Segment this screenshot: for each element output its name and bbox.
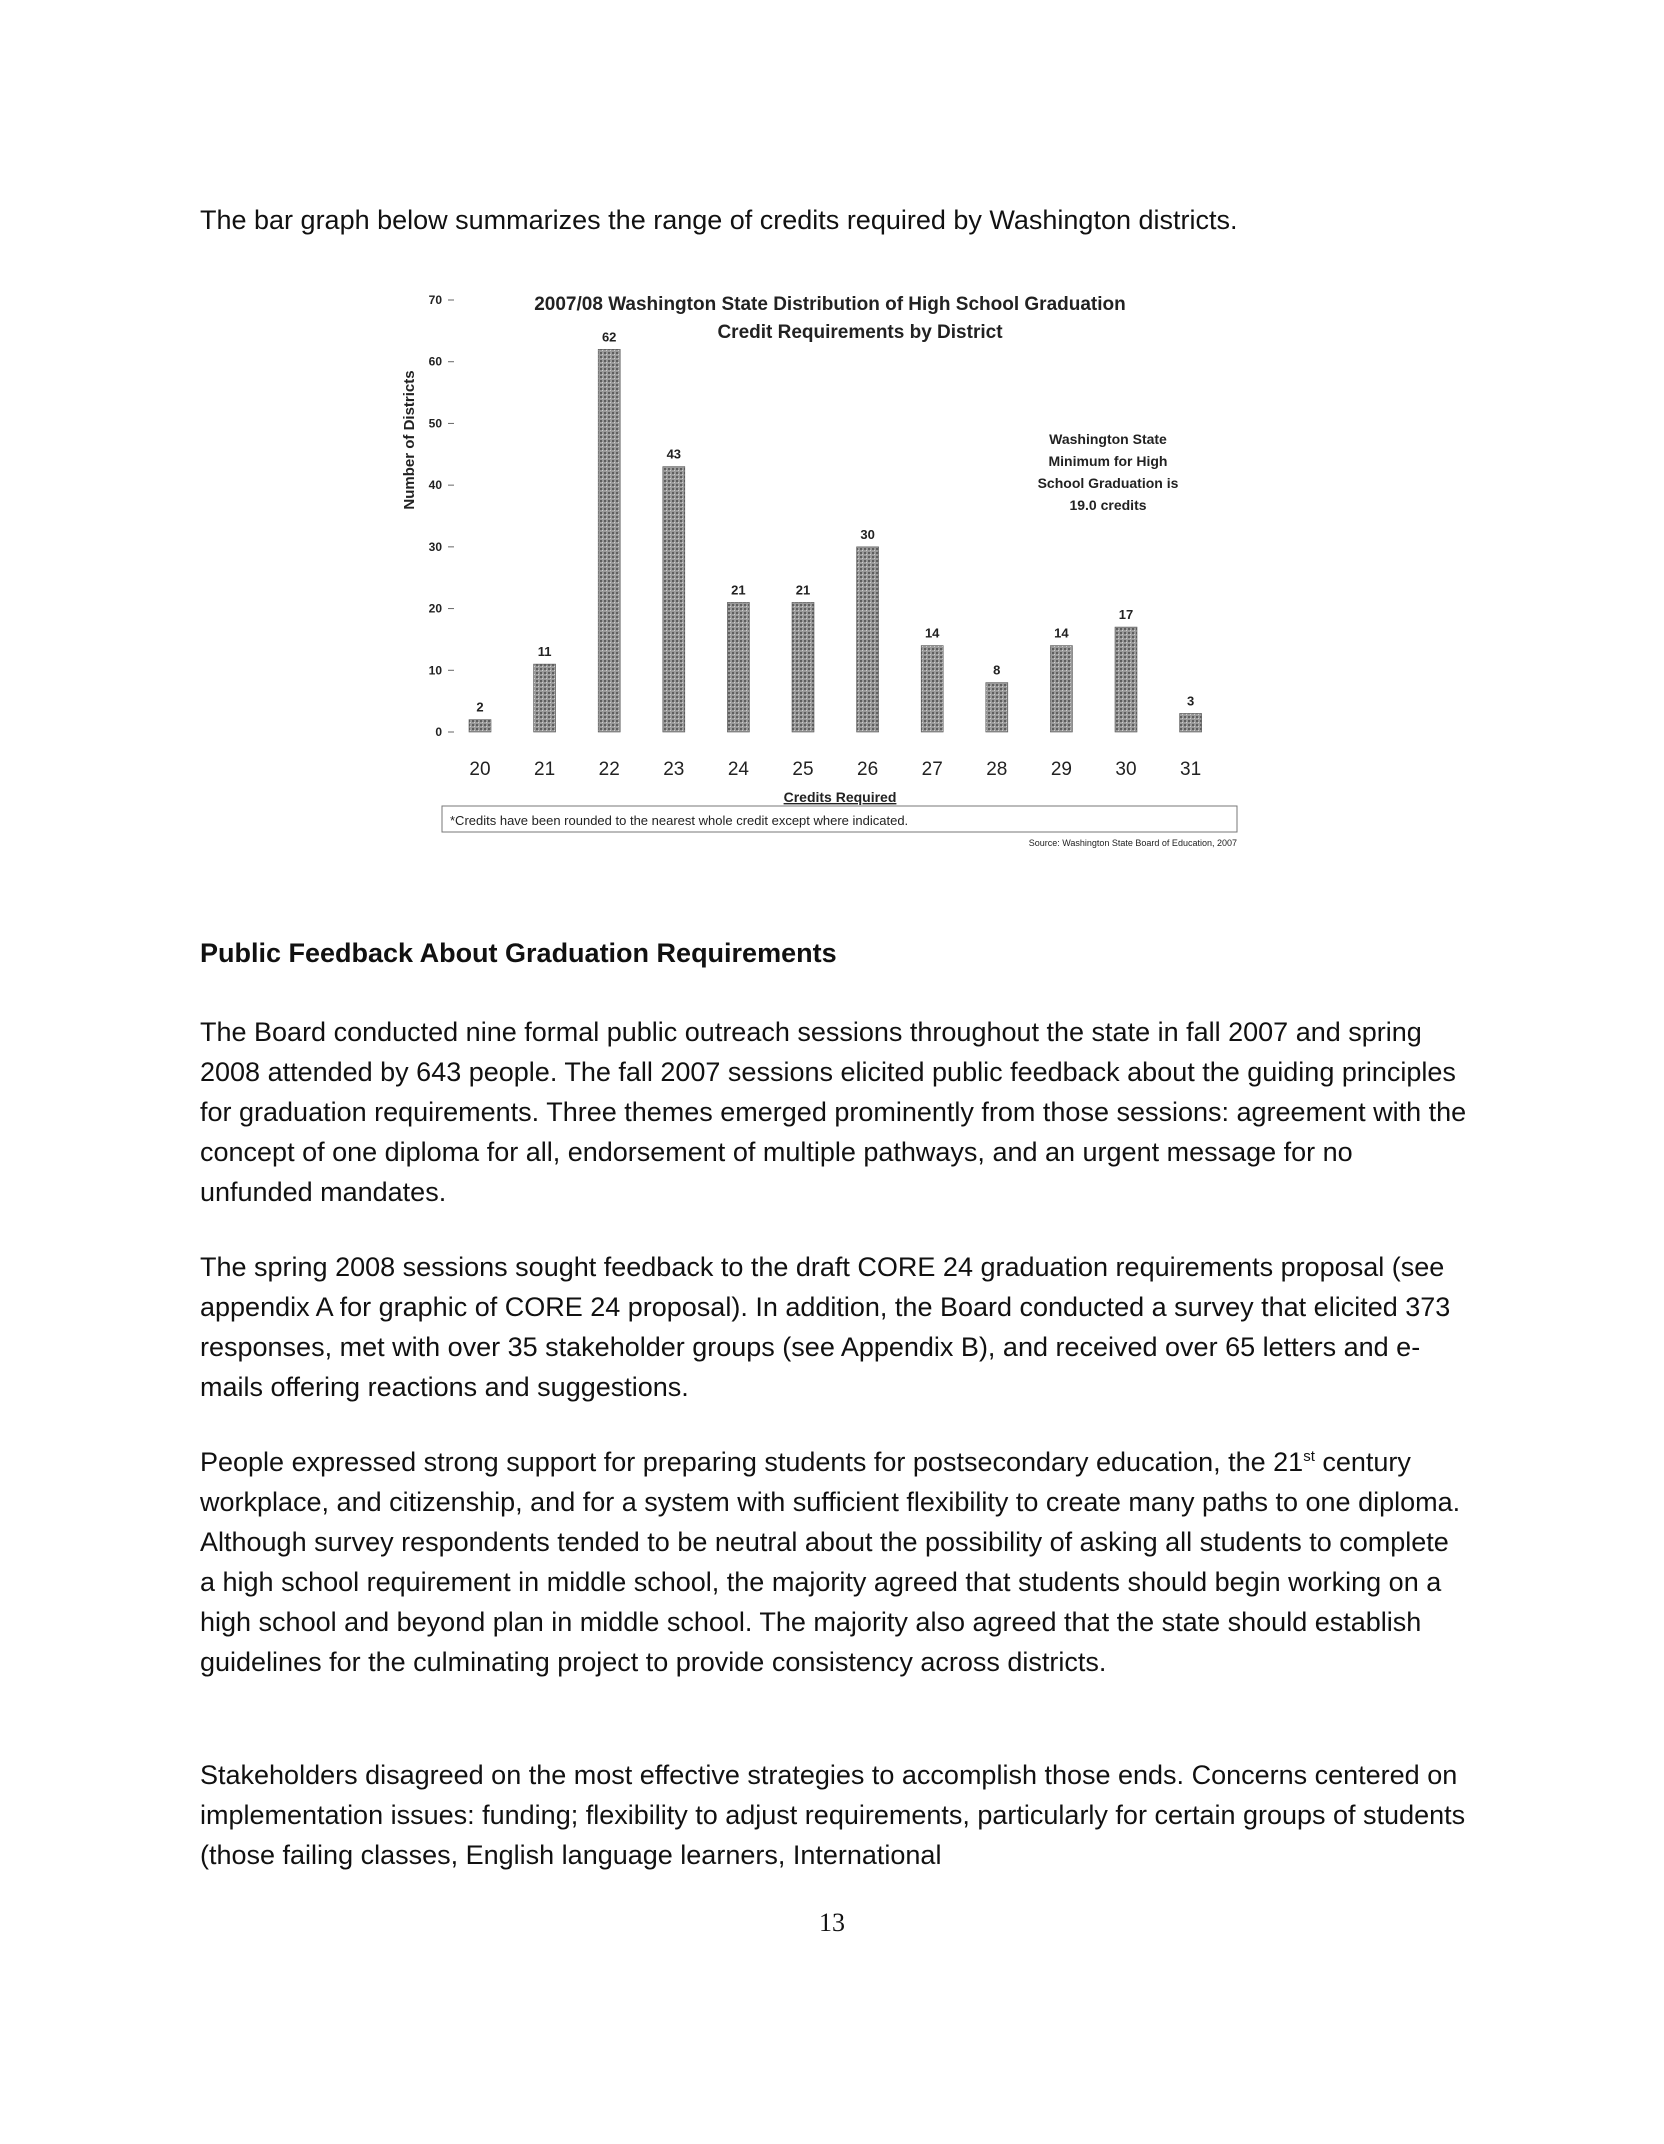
annotation-line-2: Minimum for High — [1048, 453, 1168, 469]
x-tick-label: 22 — [598, 759, 620, 780]
bar-value-label: 30 — [860, 526, 875, 542]
chart-source: Source: Washington State Board of Education, 2007 — [1028, 838, 1237, 848]
bar-value-label: 11 — [537, 644, 552, 660]
bar — [986, 683, 1008, 732]
bar — [1180, 713, 1202, 732]
paragraph-3-end: century workplace, and citizenship, and for a system with sufficient flexibility to create many paths to one diploma. Although survey respondents tended to be neutral about the possibility of asking all students to complete a high school requirement in middle school, the majority agreed that students should begin working on a high school and beyond plan in middle school. The majority also agreed that the state should establish guidelines for the culminating project to provide consistency across districts. — [200, 1447, 1461, 1677]
bar-series — [469, 349, 1202, 732]
bar — [792, 602, 814, 732]
x-tick-label: 27 — [921, 759, 943, 780]
bar — [1115, 627, 1137, 732]
data-labels — [476, 329, 1194, 714]
x-axis-label: Credits Required — [783, 789, 897, 805]
x-tick-label: 20 — [469, 759, 491, 780]
annotation-line-1: Washington State — [1049, 431, 1167, 447]
x-tick-label: 31 — [1180, 759, 1202, 780]
y-tick-label: 50 — [428, 416, 442, 431]
paragraph-3 — [200, 1442, 1470, 1682]
bar-value-label: 62 — [601, 329, 617, 345]
bar-value-label: 21 — [731, 582, 746, 598]
x-tick-label: 28 — [986, 759, 1008, 780]
credit-distribution-bar-chart — [380, 280, 1260, 880]
paragraph-1: The Board conducted nine formal public outreach sessions throughout the state in fall 2007 and spring 2008 attended by 643 people. The fall 2007 sessions elicited public feedback about the guiding principles for graduation requirements. Three themes emerged prominently from those sessions: agreement with the concept of one diploma for all, endorsement of multiple pathways, and an urgent message for no unfunded mandates. — [200, 1017, 1467, 1207]
y-tick-label: 10 — [428, 663, 442, 678]
intro-text: The bar graph below summarizes the range of credits required by Washington districts. — [200, 205, 1238, 235]
bar — [469, 720, 491, 732]
x-tick-label: 24 — [727, 759, 749, 780]
paragraph-4: Stakeholders disagreed on the most effective strategies to accomplish those ends. Concerns centered on implementation issues: funding; flexibility to adjust requirements, particularly for certain groups of students (those failing classes, English language learners, International — [200, 1760, 1466, 1870]
bar-value-label: 14 — [1054, 625, 1069, 641]
bar — [663, 467, 685, 732]
bar-value-label: 14 — [924, 625, 940, 641]
bar-value-label: 8 — [993, 662, 1001, 678]
y-axis-ticks — [429, 293, 454, 739]
y-tick-label: 20 — [428, 601, 442, 616]
x-tick-label: 29 — [1050, 759, 1072, 780]
x-tick-label: 23 — [663, 759, 685, 780]
bar-value-label: 21 — [795, 582, 811, 598]
chart-title-line1: 2007/08 Washington State Distribution of High School Graduation — [534, 294, 1126, 315]
x-tick-label: 25 — [792, 759, 814, 780]
y-tick-label: 60 — [428, 354, 442, 369]
minimum-annotation — [1038, 431, 1179, 513]
paragraph-2: The spring 2008 sessions sought feedback to the draft CORE 24 graduation requirements proposal (see appendix A for graphic of CORE 24 proposal). In addition, the Board conducted a survey that elicited 373 responses, met with over 35 stakeholder groups (see Appendix B), and received over 65 letters and e-mails offering reactions and suggestions. — [200, 1252, 1451, 1402]
y-tick-label: 30 — [428, 539, 442, 554]
y-tick-label: 40 — [428, 478, 442, 493]
bar — [921, 646, 943, 732]
y-tick-label: 70 — [428, 293, 442, 307]
section-heading: Public Feedback About Graduation Requirements — [200, 938, 837, 968]
page-number: 13 — [819, 1908, 845, 1937]
bar — [857, 547, 879, 732]
annotation-line-4: 19.0 credits — [1069, 497, 1147, 513]
x-tick-label: 21 — [534, 759, 556, 780]
bar — [727, 602, 749, 732]
bar-value-label: 3 — [1186, 693, 1195, 709]
chart-title-line2: Credit Requirements by District — [717, 322, 1003, 343]
bar-value-label: 2 — [476, 699, 484, 715]
x-tick-label: 30 — [1115, 759, 1137, 780]
y-tick-label: 0 — [435, 725, 442, 739]
bar-value-label: 43 — [666, 446, 682, 462]
x-tick-label: 26 — [857, 759, 879, 780]
bar — [598, 349, 620, 732]
annotation-line-3: School Graduation is — [1037, 475, 1179, 491]
paragraph-3-start: People expressed strong support for preparing students for postsecondary education, the 21 — [200, 1447, 1304, 1477]
chart-footnote: *Credits have been rounded to the nearest whole credit except where indicated. — [450, 813, 909, 828]
y-axis-label: Number of Districts — [401, 370, 418, 510]
bar — [534, 664, 556, 732]
ordinal-suffix: st — [1303, 1448, 1315, 1465]
bar — [1050, 646, 1072, 732]
x-axis-ticks — [469, 759, 1201, 780]
bar-value-label: 17 — [1118, 607, 1134, 623]
